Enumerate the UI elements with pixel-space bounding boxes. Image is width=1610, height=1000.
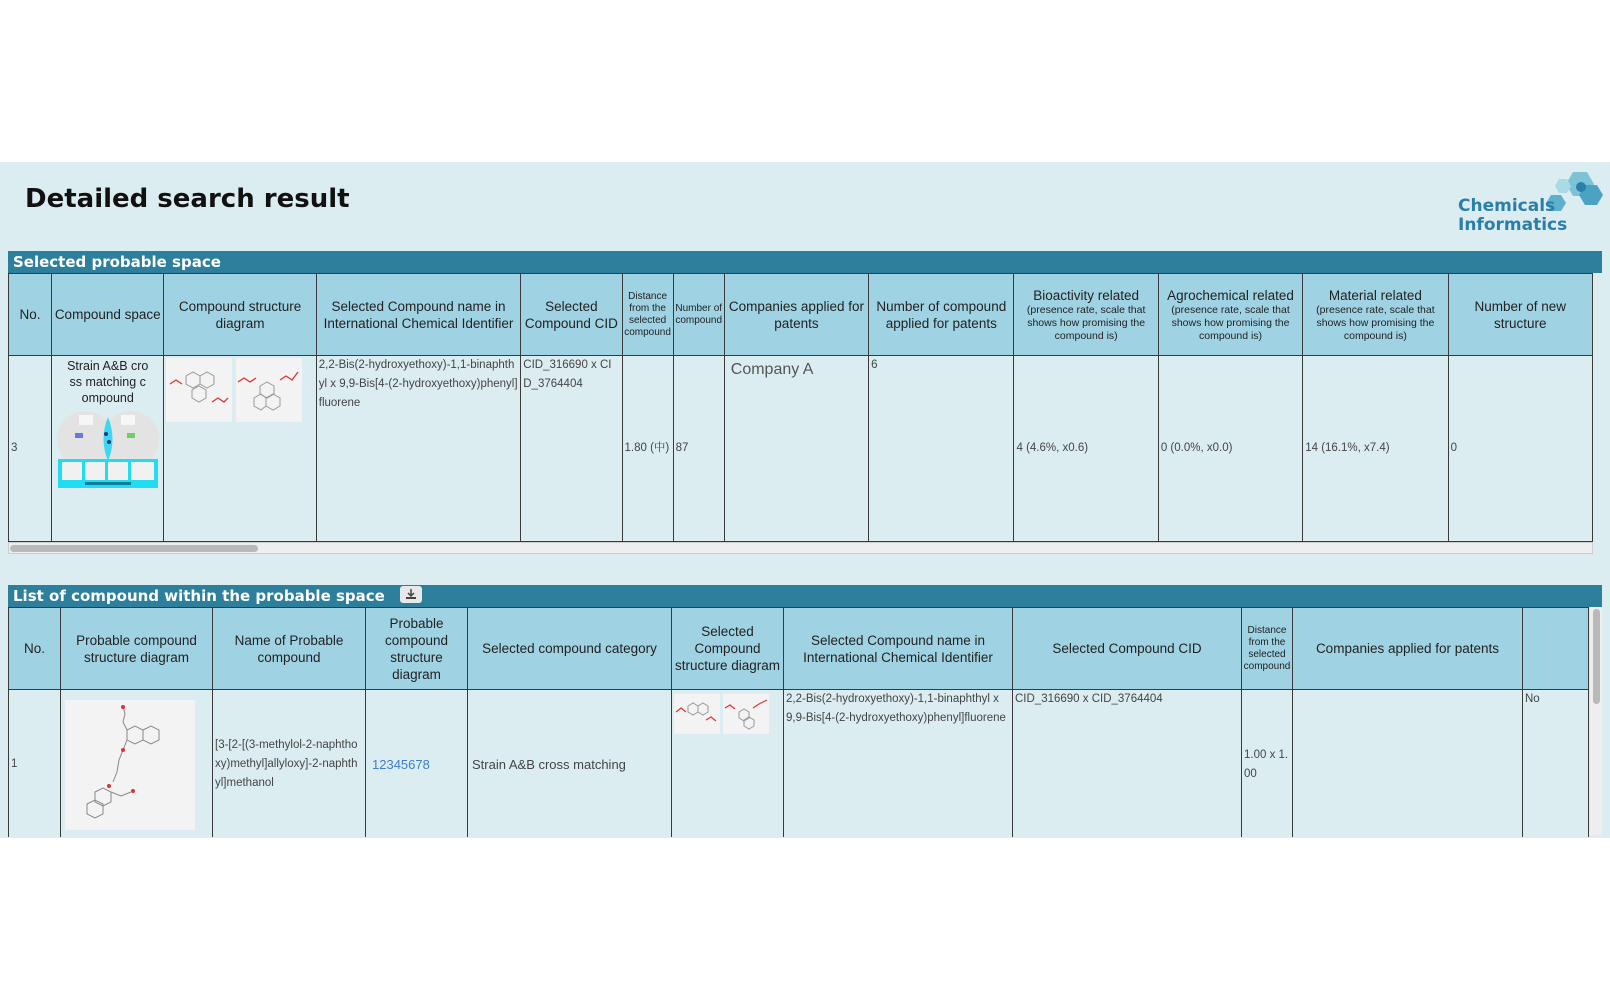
cell-bioactivity: 4 (4.6%, x0.6): [1014, 356, 1158, 542]
binaphthyl-structure-icon[interactable]: [166, 358, 232, 422]
logo-line2: Informatics: [1458, 215, 1568, 235]
header-companies: Companies applied for patents: [1293, 608, 1523, 690]
header-num-patents: Number of compound applied for patents: [869, 274, 1014, 356]
cell-selected-name: 2,2-Bis(2-hydroxyethoxy)-1,1-binaphthyl x 9,9-Bis[4-(2-hydroxyethoxy)phenyl]fluorene: [784, 690, 1013, 838]
compound-list-title: List of compound within the probable space: [13, 587, 385, 605]
cell-selected-cid: CID_316690 x CID_3764404: [1013, 690, 1242, 838]
venn-diagram-icon[interactable]: [55, 409, 161, 491]
cell-distance: 1.00 x 1.00: [1242, 690, 1293, 838]
mat-main: Material related: [1328, 287, 1422, 303]
cell-no: 3: [9, 356, 52, 542]
header-category: Selected compound category: [468, 608, 672, 690]
cell-probable-diagram: [61, 690, 213, 838]
compound-list-section: [8, 585, 1602, 837]
header-no: No.: [9, 608, 61, 690]
scrollbar-thumb[interactable]: [10, 545, 258, 552]
cell-last: No: [1523, 690, 1589, 838]
cell-compound-cid: CID_316690 x CID_3764404: [521, 356, 622, 542]
header-structure-diagram: Compound structure diagram: [164, 274, 316, 356]
header-distance: Distance from the selected compound: [1242, 608, 1293, 690]
cell-selected-diagrams: [672, 690, 784, 838]
cell-structure-diagrams: [164, 356, 316, 542]
header-probable-diagram-2: Probable compound structure diagram: [366, 608, 468, 690]
header-compound-space: Compound space: [52, 274, 164, 356]
cell-compound-link[interactable]: 12345678: [366, 690, 468, 838]
header-compound-cid: Selected Compound CID: [521, 274, 622, 356]
download-icon: [405, 588, 417, 600]
section-title: Selected probable space: [8, 251, 1602, 273]
selected-space-table: [8, 273, 1593, 542]
header-bioactivity: [1014, 274, 1158, 356]
horizontal-scrollbar[interactable]: [8, 542, 1593, 554]
header-probable-diagram: Probable compound structure diagram: [61, 608, 213, 690]
compound-space-label: Strain A&B cross matching compound: [67, 359, 149, 405]
download-button[interactable]: [400, 586, 422, 603]
logo-line1: Chemicals: [1458, 196, 1556, 216]
bio-sub: (presence rate, scale that shows how promising the compound is): [1026, 303, 1146, 342]
section-title: [8, 585, 1602, 607]
cell-category: Strain A&B cross matching: [468, 690, 672, 838]
header-agrochemical: [1158, 274, 1302, 356]
page-title: Detailed search result: [25, 184, 350, 214]
cell-company: Company A: [724, 356, 868, 542]
table-row[interactable]: [9, 690, 1589, 838]
header-selected-diagram: Selected Compound structure diagram: [672, 608, 784, 690]
cell-no: 1: [9, 690, 61, 838]
cell-num-patents: 6: [869, 356, 1014, 542]
agro-main: Agrochemical related: [1167, 287, 1294, 303]
selected-probable-space-section: [8, 251, 1602, 554]
cell-compound-space: [52, 356, 164, 542]
agro-sub: (presence rate, scale that shows how promising the compound is): [1171, 303, 1290, 342]
scrollbar-thumb[interactable]: [1593, 609, 1600, 704]
molecule-structure-icon[interactable]: [65, 700, 195, 830]
header-selected-name: Selected Compound name in International Chemical Identifier: [784, 608, 1013, 690]
fluorene-structure-icon[interactable]: [236, 358, 302, 422]
binaphthyl-structure-icon[interactable]: [674, 694, 720, 734]
chemicals-informatics-logo: [1455, 167, 1605, 237]
cell-companies: [1293, 690, 1523, 838]
cell-agrochemical: 0 (0.0%, x0.0): [1158, 356, 1302, 542]
header-no: No.: [9, 274, 52, 356]
header-new-structure: Number of new structure: [1448, 274, 1592, 356]
header-material: [1303, 274, 1448, 356]
cell-compound-name: 2,2-Bis(2-hydroxyethoxy)-1,1-binaphthyl x 9,9-Bis[4-(2-hydroxyethoxy)phenyl]fluorene: [316, 356, 521, 542]
header-compound-name: Selected Compound name in International Chemical Identifier: [316, 274, 521, 356]
cell-distance: 1.80 (中): [622, 356, 673, 542]
cell-number: 87: [673, 356, 724, 542]
cell-probable-name: [3-[2-[(3-methylol-2-naphthoxy)methyl]allyloxy]-2-naphthyl]methanol: [213, 690, 366, 838]
vertical-scrollbar[interactable]: [1590, 607, 1602, 835]
header-number: Number of compound: [673, 274, 724, 356]
header-probable-name: Name of Probable compound: [213, 608, 366, 690]
header-companies: Companies applied for patents: [724, 274, 868, 356]
header-selected-cid: Selected Compound CID: [1013, 608, 1242, 690]
fluorene-structure-icon[interactable]: [723, 694, 769, 734]
mat-sub: (presence rate, scale that shows how promising the compound is): [1316, 303, 1435, 342]
bio-main: Bioactivity related: [1033, 287, 1140, 303]
header-distance: Distance from the selected compound: [622, 274, 673, 356]
cell-new-structure: 0: [1448, 356, 1592, 542]
header-last: [1523, 608, 1589, 690]
table-row[interactable]: [9, 356, 1593, 542]
cell-material: 14 (16.1%, x7.4): [1303, 356, 1448, 542]
compound-list-table: [8, 607, 1589, 837]
